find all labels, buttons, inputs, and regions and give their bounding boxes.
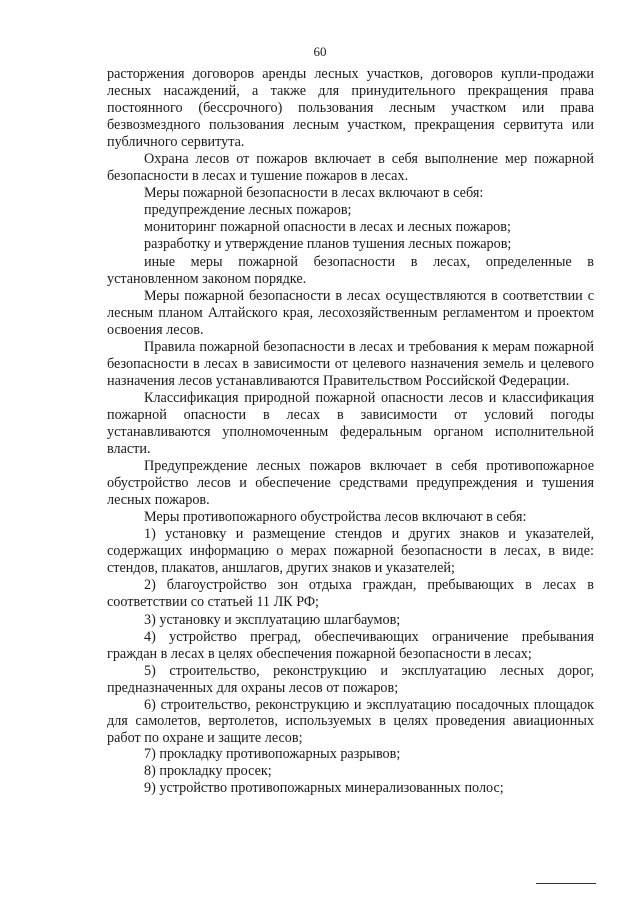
- page-number: 60: [313, 44, 327, 59]
- paragraph-rules: Правила пожарной безопасности в лесах и требования к мерам пожарной безопасности в лесах в зависимости от целевого назначения земель и целевого назначения лесов устанавливаются Правительством Российской Федерации.: [107, 338, 594, 389]
- list-item-6: 6) строительство, реконструкцию и эксплуатацию посадочных площадок для самолетов, вертолетов, используемых в целях проведения авиационных работ по охране и защите лесов;: [107, 696, 594, 746]
- list-item-3: 3) установку и эксплуатацию шлагбаумов;: [144, 611, 401, 628]
- paragraph-lease-termination: расторжения договоров аренды лесных участков, договоров купли-продажи лесных насаждений, а также для принудительного прекращения права постоянного (бессрочного) пользования лесным участком или права безвозмездного пользования лесным участком, прекращения сервитута или публичного сервитута.: [107, 66, 594, 151]
- list-item-7: 7) прокладку противопожарных разрывов;: [144, 745, 401, 762]
- list-item-other-measures: иные меры пожарной безопасности в лесах, определенные в установленном законом порядке.: [107, 253, 594, 287]
- paragraph-implementation: Меры пожарной безопасности в лесах осуществляются в соответствии с лесным планом Алтайского края, лесохозяйственным регламентом и проектом освоения лесов.: [107, 287, 594, 338]
- list-item-prevention: предупреждение лесных пожаров;: [144, 202, 352, 219]
- list-item-1: 1) установку и размещение стендов и других знаков и указателей, содержащих информацию о мерах пожарной безопасности в лесах, в виде: стендов, плакатов, аншлагов, других знаков и указателей;: [107, 526, 594, 577]
- paragraph-classification: Классификация природной пожарной опасности лесов и классификация пожарной опасности в лесах в зависимости от условий погоды устанавливаются уполномоченным федеральным органом исполнительной власти.: [107, 389, 594, 458]
- list-item-9: 9) устройство противопожарных минерализованных полос;: [144, 780, 504, 797]
- paragraph-fire-protection: Охрана лесов от пожаров включает в себя выполнение мер пожарной безопасности в лесах и тушение пожаров в лесах.: [107, 151, 594, 185]
- list-item-5: 5) строительство, реконструкцию и эксплуатацию лесных дорог, предназначенных для охраны лесов от пожаров;: [107, 662, 594, 696]
- document-body: [107, 66, 594, 797]
- list-item-4: 4) устройство преград, обеспечивающих ограничение пребывания граждан в лесах в целях обеспечения пожарной безопасности в лесах;: [107, 628, 594, 662]
- footer-divider: [536, 883, 596, 884]
- paragraph-arrangement-intro: Меры противопожарного обустройства лесов включают в себя:: [144, 509, 527, 526]
- list-item-2: 2) благоустройство зон отдыха граждан, пребывающих в лесах в соответствии со статьей 11 ЛК РФ;: [107, 577, 594, 611]
- paragraph-prevention-scope: Предупреждение лесных пожаров включает в себя противопожарное обустройство лесов и обеспечение средствами предупреждения и тушения лесных пожаров.: [107, 458, 594, 509]
- list-item-plans: разработку и утверждение планов тушения лесных пожаров;: [144, 236, 512, 253]
- list-item-monitoring: мониторинг пожарной опасности в лесах и лесных пожаров;: [144, 219, 511, 236]
- paragraph-safety-measures-intro: Меры пожарной безопасности в лесах включают в себя:: [144, 185, 484, 202]
- list-item-8: 8) прокладку просек;: [144, 763, 272, 779]
